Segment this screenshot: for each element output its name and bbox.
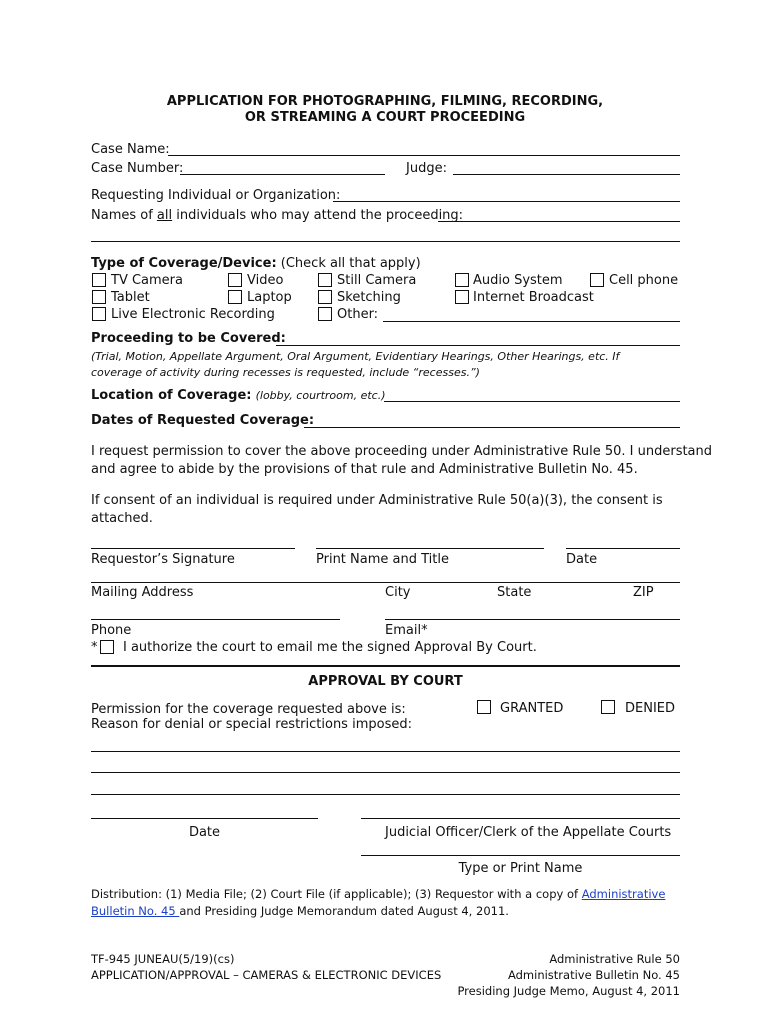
distribution-line-2 [91,903,509,919]
laptop-label: Laptop [247,290,292,305]
sketching-checkbox[interactable] [318,290,332,304]
names-field[interactable] [438,221,680,222]
permission-line-2: and agree to abide by the provisions of that rule and Administrative Bulletin No. 45. [91,462,638,477]
title-line-1: APPLICATION FOR PHOTOGRAPHING, FILMING, RECORDING, [166,94,604,109]
coverage-instruction: (Check all that apply) [280,256,421,271]
bulletin-link-part-2[interactable]: Bulletin No. 45 [91,904,180,918]
date-field[interactable] [566,548,680,549]
tv-camera-label: TV Camera [111,273,183,288]
approval-permission-text: Permission for the coverage requested above is: [91,702,406,717]
city-label: City [385,585,411,600]
location-row [91,388,386,404]
location-label: Location of Coverage: [91,388,252,403]
other-checkbox[interactable] [318,307,332,321]
authorize-email-label: I authorize the court to email me the signed Approval By Court. [123,640,537,655]
audio-system-label: Audio System [473,273,563,288]
judicial-officer-field[interactable] [361,818,680,819]
location-field[interactable] [384,401,680,402]
approval-date-label: Date [188,825,221,840]
location-note: (lobby, courtroom, etc.) [255,389,386,402]
type-or-print-field[interactable] [361,855,680,856]
mailing-address-field[interactable] [91,582,680,583]
proceeding-label: Proceeding to be Covered: [91,331,286,346]
reason-field-line-2[interactable] [91,772,680,773]
laptop-checkbox[interactable] [228,290,242,304]
video-label: Video [247,273,284,288]
judge-label: Judge: [406,161,447,176]
names-label-all: all [156,208,173,223]
footer-form-title: APPLICATION/APPROVAL – CAMERAS & ELECTRONIC DEVICES [91,968,442,982]
print-name-field[interactable] [316,548,544,549]
cell-phone-checkbox[interactable] [590,273,604,287]
reason-field-line-1[interactable] [91,751,680,752]
audio-system-checkbox[interactable] [455,273,469,287]
approval-heading: APPROVAL BY COURT [308,674,463,689]
requestor-signature-label: Requestor’s Signature [91,552,235,567]
footer-bulletin: Administrative Bulletin No. 45 [507,968,680,982]
tablet-checkbox[interactable] [92,290,106,304]
still-camera-checkbox[interactable] [318,273,332,287]
case-name-field[interactable] [168,155,680,156]
video-checkbox[interactable] [228,273,242,287]
internet-broadcast-label: Internet Broadcast [473,290,594,305]
dates-label: Dates of Requested Coverage: [91,413,315,428]
distribution-text-1: Distribution: (1) Media File; (2) Court File (if applicable); (3) Requestor with a copy of [91,887,582,901]
proceeding-field[interactable] [276,345,680,346]
title-line-2: OR STREAMING A COURT PROCEEDING [244,110,526,125]
consent-line-1: If consent of an individual is required under Administrative Rule 50(a)(3), the consent is [91,493,663,508]
bulletin-link-part-1[interactable]: Administrative [581,887,666,901]
other-label: Other: [337,307,379,322]
still-camera-label: Still Camera [337,273,417,288]
mailing-address-label: Mailing Address [91,585,194,600]
tv-camera-checkbox[interactable] [92,273,106,287]
email-field[interactable] [385,619,680,620]
requesting-label: Requesting Individual or Organization: [91,188,341,203]
footer-memo: Presiding Judge Memo, August 4, 2011 [457,984,680,998]
print-name-label: Print Name and Title [316,552,449,567]
names-label-post: individuals who may attend the proceeding: [172,208,464,223]
internet-broadcast-checkbox[interactable] [455,290,469,304]
proceeding-note-2: coverage of activity during recesses is requested, include “recesses.”) [91,366,480,379]
tablet-label: Tablet [111,290,150,305]
requestor-signature-field[interactable] [91,548,295,549]
permission-line-1: I request permission to cover the above proceeding under Administrative Rule 50. I understand [91,444,713,459]
phone-field[interactable] [91,619,340,620]
names-field-line-2[interactable] [91,241,680,242]
distribution-line-1 [91,886,665,902]
live-recording-checkbox[interactable] [92,307,106,321]
authorize-star: * [91,640,98,655]
email-label: Email* [385,623,428,638]
zip-label: ZIP [633,585,654,600]
reason-text: Reason for denial or special restrictions imposed: [91,717,412,732]
sketching-label: Sketching [337,290,401,305]
footer-form-id: TF-945 JUNEAU(5/19)(cs) [91,952,235,966]
cell-phone-label: Cell phone [609,273,679,288]
denied-checkbox[interactable] [601,700,615,714]
section-divider [91,665,680,667]
granted-label: GRANTED [500,701,564,716]
live-recording-label: Live Electronic Recording [111,307,275,322]
judicial-officer-label: Judicial Officer/Clerk of the Appellate Courts [385,825,672,840]
reason-field-line-3[interactable] [91,794,680,795]
state-label: State [497,585,532,600]
case-name-label: Case Name: [91,142,170,157]
authorize-email-checkbox[interactable] [100,640,114,654]
proceeding-note-1: (Trial, Motion, Appellate Argument, Oral Argument, Evidentiary Hearings, Other Hearings, etc. If [91,350,620,363]
consent-line-2: attached. [91,511,153,526]
case-number-field[interactable] [180,174,385,175]
requesting-field[interactable] [333,201,680,202]
judge-field[interactable] [453,174,680,175]
footer-rule: Administrative Rule 50 [549,952,680,966]
dates-field[interactable] [304,427,680,428]
type-or-print-label: Type or Print Name [458,861,583,876]
approval-date-field[interactable] [91,818,318,819]
coverage-heading [91,256,421,272]
names-label-pre: Names of [91,208,157,223]
granted-checkbox[interactable] [477,700,491,714]
denied-label: DENIED [625,701,676,716]
date-label: Date [566,552,598,567]
coverage-heading-label: Type of Coverage/Device: [91,256,277,271]
other-field[interactable] [383,321,680,322]
phone-label: Phone [91,623,132,638]
distribution-text-2: and Presiding Judge Memorandum dated August 4, 2011. [179,904,509,918]
names-label [91,208,463,224]
case-number-label: Case Number: [91,161,184,176]
